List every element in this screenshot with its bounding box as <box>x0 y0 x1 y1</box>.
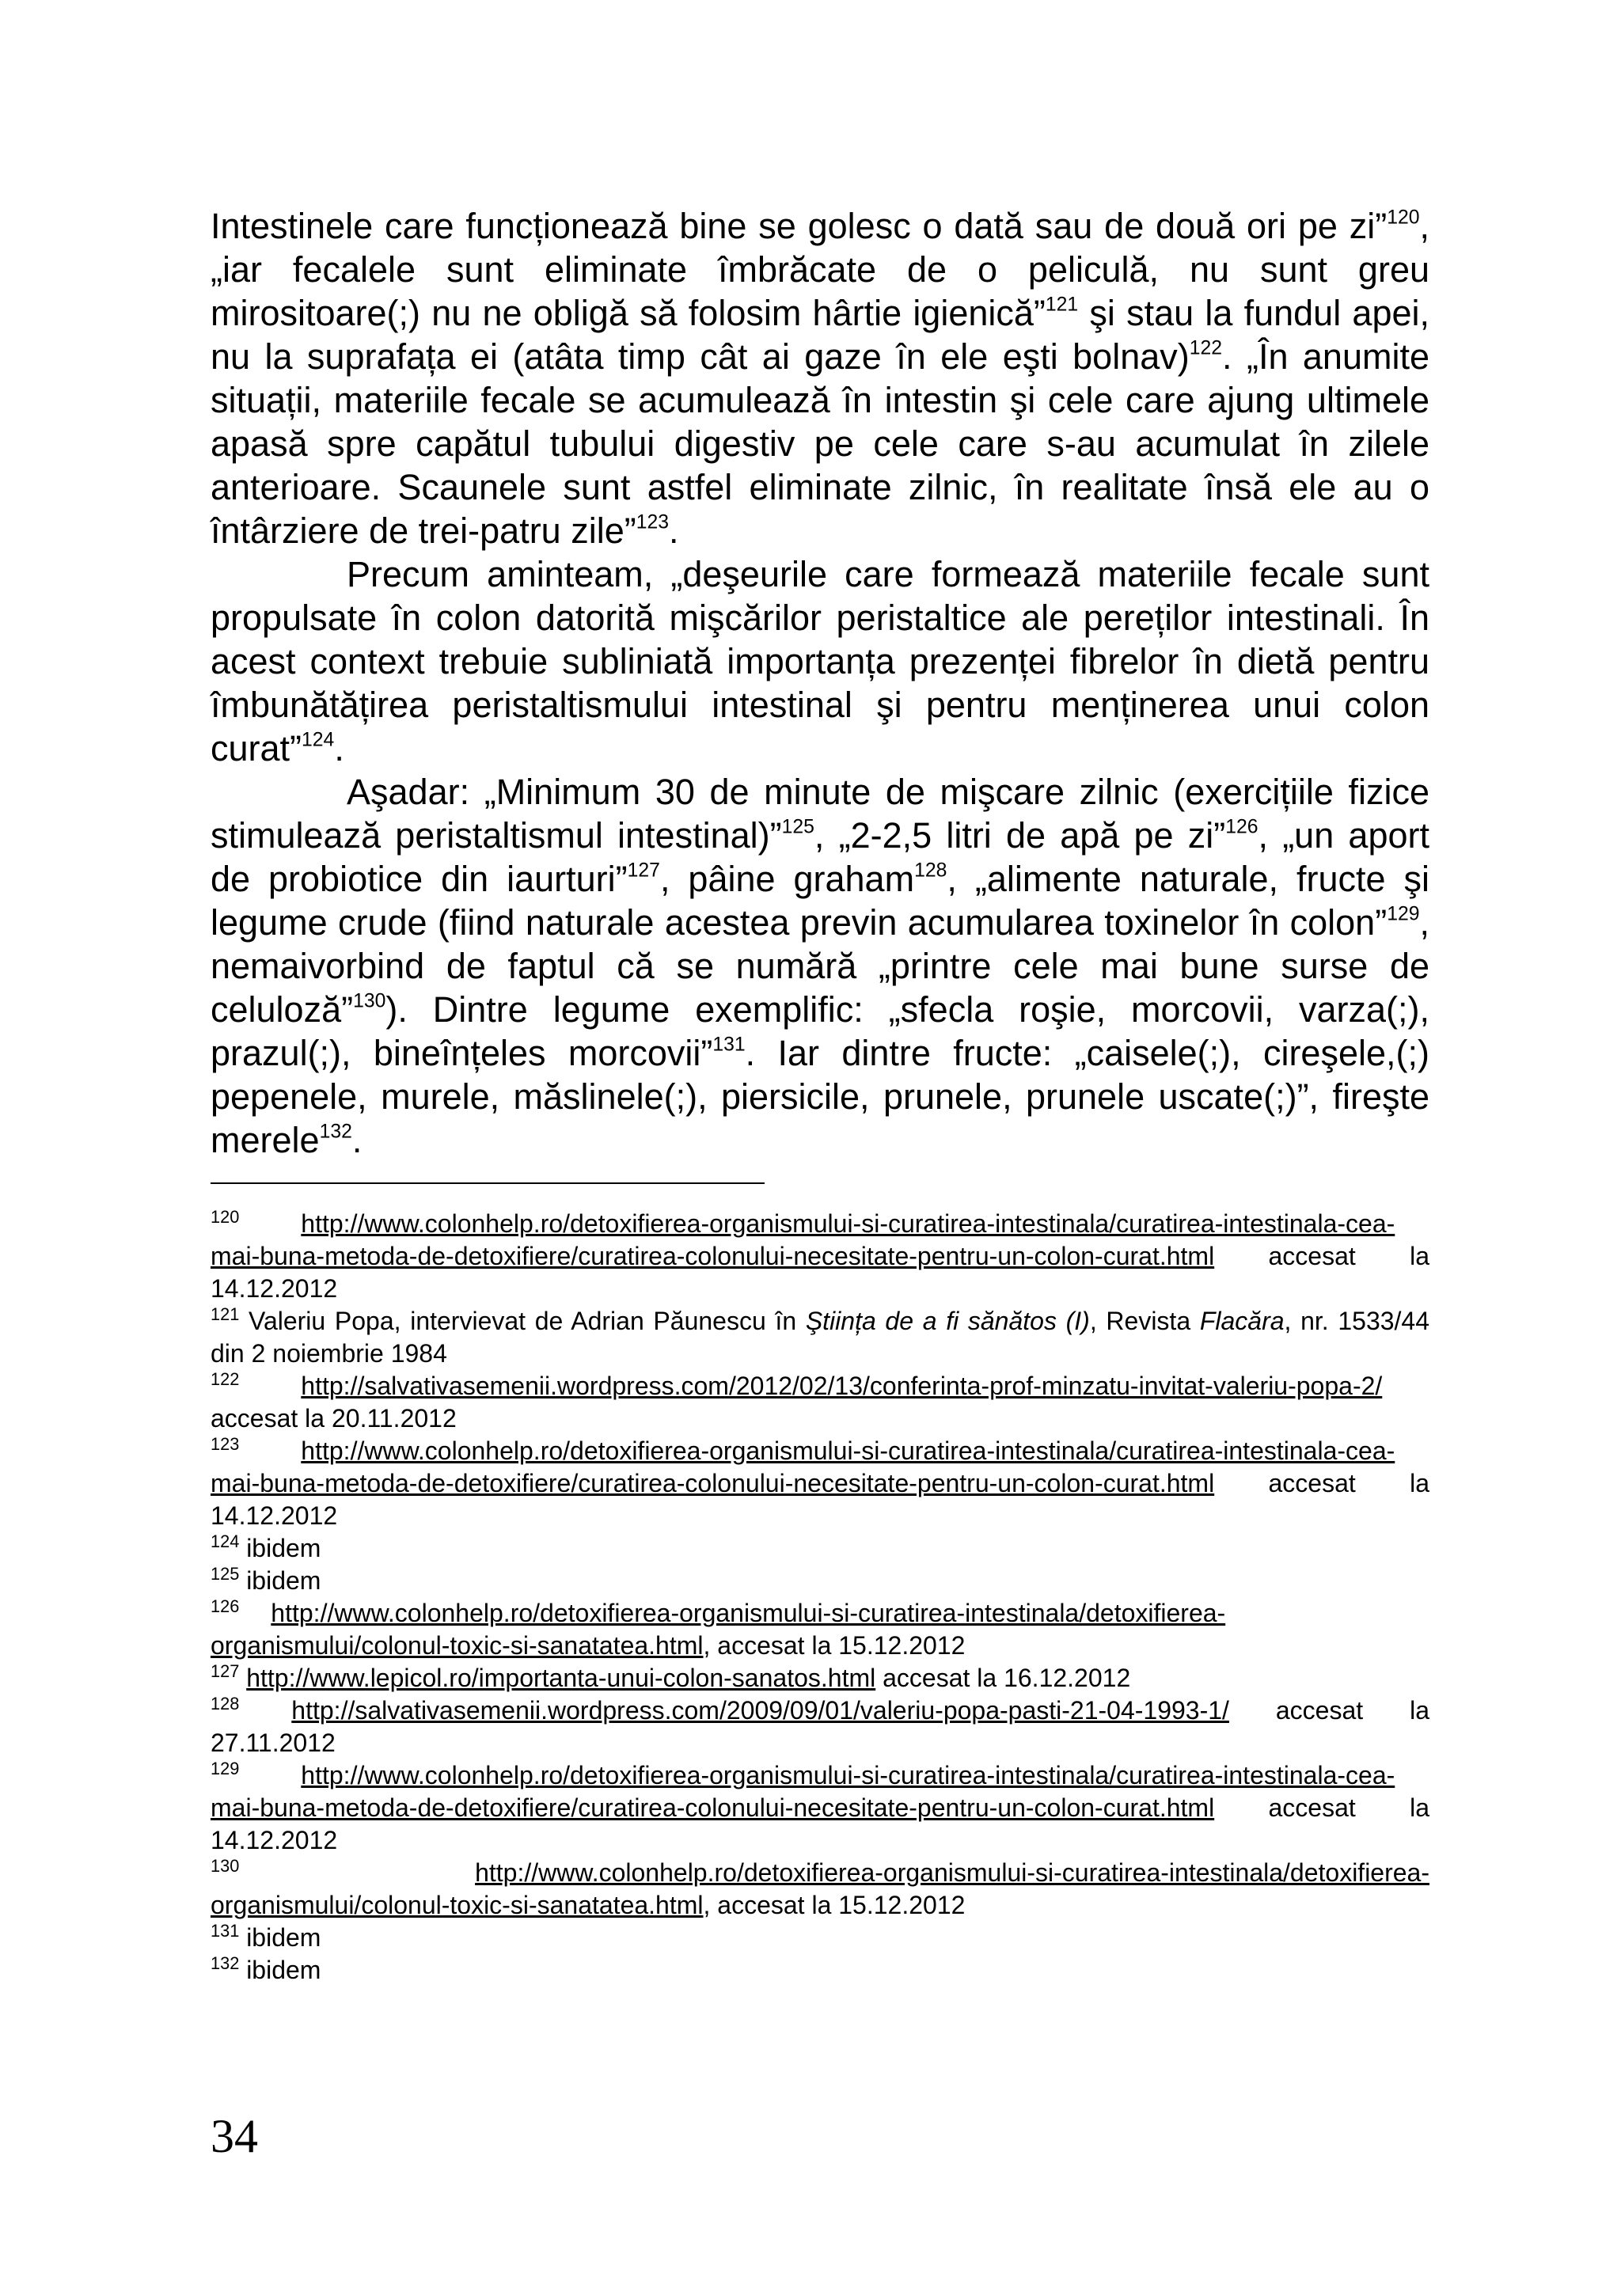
footnote-link[interactable]: http://salvativasemenii.wordpress.com/2009/09/01/valeriu-popa-pasti-21-04-1993-1/ <box>291 1696 1229 1725</box>
paragraph-text: . <box>351 1120 363 1160</box>
footnote-number: 123 <box>211 1434 240 1455</box>
paragraph-text: . „În anumite situații, materiile fecale se acumulează în intestin şi cele care ajung ultimele apasă spre capătul tubului digestiv pe cele care s-au acumulat în zilele anterioare. Scaunele sunt astfel eliminate zilnic, în realitate însă ele au o întârziere de trei-patru zile” <box>211 336 1429 551</box>
footnote-number: 131 <box>211 1921 240 1941</box>
footnote-reference[interactable]: 126 <box>1225 816 1258 838</box>
paragraph <box>211 770 1429 1162</box>
footnote-link[interactable]: http://www.lepicol.ro/importanta-unui-colon-sanatos.html <box>246 1664 876 1692</box>
footnote-132 <box>211 1954 1429 1987</box>
footnote-129 <box>211 1759 1429 1857</box>
footnote-link[interactable]: http://www.colonhelp.ro/detoxifierea-organismului-si-curatirea-intestinala/curatirea-intestinala-cea-mai-buna-metoda-de-detoxifiere/curatirea-colonului-necesitate-pentru-un-colon-curat.html <box>211 1209 1395 1270</box>
paragraph-text: , pâine graham <box>659 859 915 899</box>
footnote-text <box>239 1664 246 1692</box>
footnote-link[interactable]: http://www.colonhelp.ro/detoxifierea-organismului-si-curatirea-intestinala/detoxifierea-organismului/colonul-toxic-si-sanatatea.html <box>211 1858 1429 1919</box>
footnote-reference[interactable]: 131 <box>712 1034 746 1056</box>
footnote-number: 124 <box>211 1531 240 1552</box>
footnote-text: accesat la 20.11.2012 <box>211 1404 457 1433</box>
footnote-reference[interactable]: 121 <box>1045 294 1079 316</box>
footnote-123 <box>211 1435 1429 1532</box>
paragraph-text: Aşadar: „Minimum 30 de minute de mişcare zilnic (exercițiile fizice stimulează peristaltismul intestinal)” <box>211 772 1429 856</box>
footnote-122 <box>211 1370 1429 1435</box>
footnote-reference[interactable]: 129 <box>1387 903 1420 925</box>
footnote-120 <box>211 1208 1429 1305</box>
paragraph-text: , nemaivorbind de faptul că se numără „printre cele mai bune surse de celuloză” <box>211 902 1429 1030</box>
footnote-126 <box>211 1597 1429 1662</box>
page-number: 34 <box>211 2110 258 2162</box>
footnote-131 <box>211 1922 1429 1954</box>
footnote-number: 129 <box>211 1759 240 1779</box>
footnote-separator <box>211 1182 765 1184</box>
footnote-number: 125 <box>211 1564 240 1584</box>
footnote-number: 127 <box>211 1661 240 1682</box>
footnote-reference[interactable]: 132 <box>319 1121 352 1143</box>
paragraph-text: . Iar dintre fructe: „caisele(;), cireşele,(;) pepenele, murele, măslinele(;), piersicile, prunele, prunele uscate(;)”, fireşte merele <box>211 1033 1429 1160</box>
footnote-124 <box>211 1532 1429 1565</box>
paragraph-text: . <box>334 728 344 768</box>
footnote-text: accesat la 14.12.2012 <box>211 1469 1429 1530</box>
footnote-text: Valeriu Popa, intervievat de Adrian Păunescu în <box>239 1307 806 1335</box>
footnote-text: ibidem <box>239 1566 321 1595</box>
footnote-reference[interactable]: 125 <box>781 816 814 838</box>
footnote-text: , accesat la 15.12.2012 <box>703 1891 966 1919</box>
footnote-reference[interactable]: 130 <box>353 990 386 1012</box>
footnote-number: 128 <box>211 1694 240 1714</box>
footnote-number: 121 <box>211 1304 240 1325</box>
paragraph-text: , „2-2,5 litri de apă pe zi” <box>814 815 1226 856</box>
footnote-title: Ştiința de a fi sănătos (I) <box>805 1307 1090 1335</box>
footnote-link[interactable]: http://www.colonhelp.ro/detoxifierea-organismului-si-curatirea-intestinala/curatirea-intestinala-cea-mai-buna-metoda-de-detoxifiere/curatirea-colonului-necesitate-pentru-un-colon-curat.html <box>211 1436 1395 1497</box>
footnote-text: accesat la 14.12.2012 <box>211 1793 1429 1854</box>
footnote-reference[interactable]: 120 <box>1387 207 1420 229</box>
footnote-130 <box>211 1857 1429 1922</box>
paragraph-text: . <box>669 510 679 551</box>
footnote-127 <box>211 1662 1429 1694</box>
document-page <box>211 204 1429 1987</box>
footnote-text: ibidem <box>239 1534 321 1562</box>
footnote-link[interactable]: http://www.colonhelp.ro/detoxifierea-organismului-si-curatirea-intestinala/detoxifierea-organismului/colonul-toxic-si-sanatatea.html <box>211 1599 1226 1660</box>
footnote-text: accesat la 27.11.2012 <box>211 1696 1429 1757</box>
footnote-number: 132 <box>211 1953 240 1974</box>
footnote-text: , accesat la 15.12.2012 <box>703 1631 966 1660</box>
footnote-121 <box>211 1305 1429 1370</box>
paragraph <box>211 552 1429 770</box>
footnote-number: 130 <box>211 1856 240 1877</box>
footnote-number: 126 <box>211 1596 240 1617</box>
footnote-text: accesat la 14.12.2012 <box>211 1242 1429 1303</box>
body-text <box>211 204 1429 1162</box>
footnotes <box>211 1208 1429 1987</box>
footnote-reference[interactable]: 127 <box>627 860 660 882</box>
footnote-reference[interactable]: 124 <box>302 729 335 751</box>
footnote-text: , Revista <box>1089 1307 1200 1335</box>
footnote-text: ibidem <box>239 1956 321 1984</box>
footnote-text: ibidem <box>239 1923 321 1952</box>
paragraph-text: , „alimente naturale, fructe şi legume crude (fiind naturale acestea previn acumularea toxinelor în colon” <box>211 859 1429 943</box>
paragraph-text: Intestinele care funcționează bine se golesc o dată sau de două ori pe zi” <box>211 206 1388 246</box>
footnote-125 <box>211 1565 1429 1597</box>
footnote-number: 120 <box>211 1207 240 1228</box>
footnote-text: , nr. 1533/44 din 2 noiembrie 1984 <box>211 1307 1430 1368</box>
footnote-text <box>239 1858 475 1887</box>
footnote-number: 122 <box>211 1369 240 1390</box>
footnote-128 <box>211 1694 1429 1759</box>
paragraph-text: ). Dintre legume exemplific: „sfecla roşie, morcovii, varza(;), prazul(;), bineînțeles morcovii” <box>211 989 1429 1073</box>
footnote-text: accesat la 16.12.2012 <box>875 1664 1131 1692</box>
paragraph-text: , „un aport de probiotice din iaurturi” <box>211 815 1429 899</box>
footnote-reference[interactable]: 123 <box>636 511 670 533</box>
footnote-reference[interactable]: 122 <box>1189 337 1223 359</box>
footnote-link[interactable]: http://salvativasemenii.wordpress.com/2012/02/13/conferinta-prof-minzatu-invitat-valeriu-popa-2/ <box>301 1372 1383 1400</box>
footnote-title: Flacăra <box>1199 1307 1285 1335</box>
footnote-link[interactable]: http://www.colonhelp.ro/detoxifierea-organismului-si-curatirea-intestinala/curatirea-intestinala-cea-mai-buna-metoda-de-detoxifiere/curatirea-colonului-necesitate-pentru-un-colon-curat.html <box>211 1761 1395 1822</box>
paragraph-text: , „iar fecalele sunt eliminate îmbrăcate de o peliculă, nu sunt greu mirositoare(;) nu ne obligă să folosim hârtie igienică” <box>211 206 1429 333</box>
paragraph <box>211 204 1429 552</box>
paragraph-text: Precum aminteam, „deşeurile care formează materiile fecale sunt propulsate în colon datorită mişcărilor peristaltice ale pereților intestinali. În acest context trebuie subliniată importanța prezenței fibrelor în dietă pentru îmbunătățirea peristaltismului intestinal şi pentru menținerea unui colon curat” <box>211 554 1429 768</box>
paragraph-text: şi stau la fundul apei, nu la suprafața ei (atâta timp cât ai gaze în ele eşti bolnav) <box>211 293 1429 377</box>
footnote-reference[interactable]: 128 <box>914 860 947 882</box>
